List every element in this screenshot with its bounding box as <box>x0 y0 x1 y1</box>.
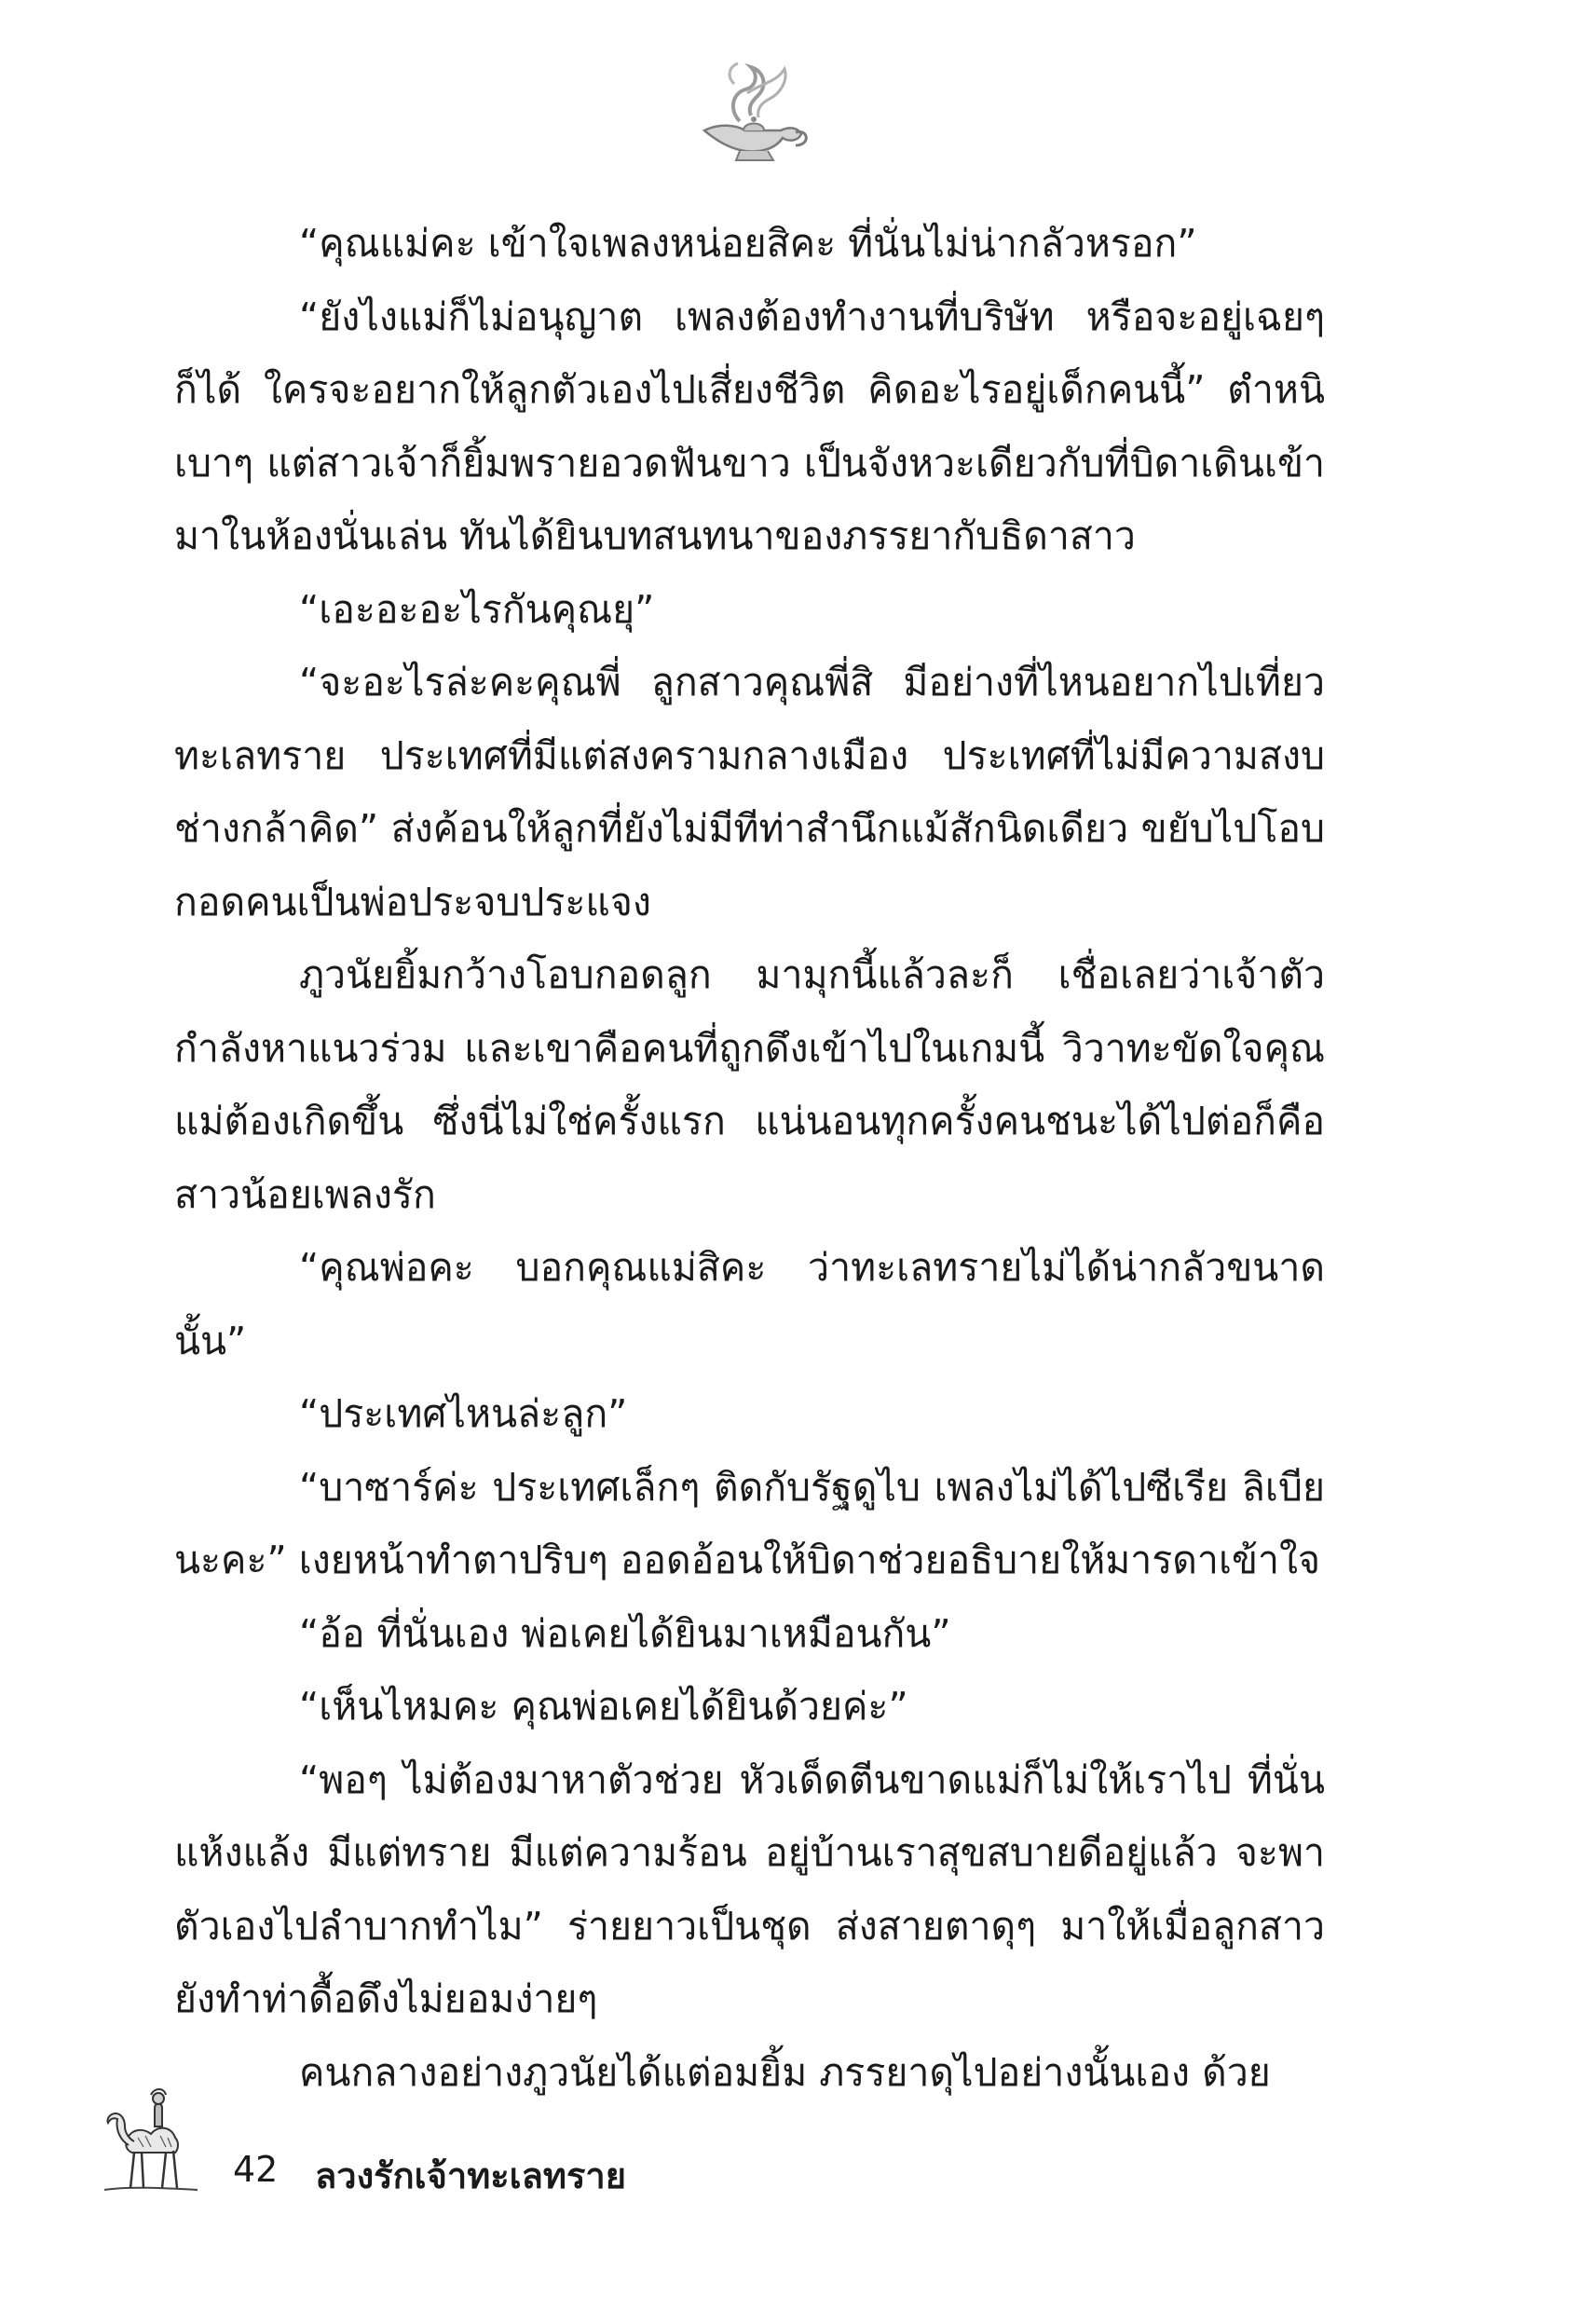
page-footer <box>101 2085 846 2197</box>
paragraph: “ประเทศไหนล่ะลูก” <box>299 1391 628 1436</box>
magic-lamp-icon <box>691 56 812 166</box>
body-text <box>174 207 1325 2109</box>
paragraph: “จะอะไรล่ะคะคุณพี่ ลูกสาวคุณพี่สิ มีอย่างที่ไหนอยากไปเที่ยวทะเลทราย ประเทศที่มีแต่สงครามกลางเมือง ประเทศที่ไม่มีความสงบ ช่างกล้าคิด” ส่งค้อนให้ลูกที่ยังไม่มีทีท่าสำนึกแม้สักนิดเดียว ขยับไปโอบกอดคนเป็นพ่อประจบประแจง <box>174 660 1325 924</box>
paragraph: คนกลางอย่างภูวนัยได้แต่อมยิ้ม ภรรยาดุไปอย่างนั้นเอง ด้วย <box>299 2049 1271 2095</box>
paragraph: “ยังไงแม่ก็ไม่อนุญาต เพลงต้องทำงานที่บริษัท หรือจะอยู่เฉยๆ ก็ได้ ใครจะอยากให้ลูกตัวเองไปเสี่ยงชีวิต คิดอะไรอยู่เด็กคนนี้” ตำหนิเบาๆ แต่สาวเจ้าก็ยิ้มพรายอวดฟันขาว เป็นจังหวะเดียวกับที่บิดาเดินเข้ามาในห้องนั่นเล่น ทันได้ยินบทสนทนาของภรรยากับธิดาสาว <box>174 294 1325 558</box>
paragraph: “คุณแม่คะ เข้าใจเพลงหน่อยสิคะ ที่นั่นไม่น่ากลัวหรอก” <box>299 221 1197 266</box>
paragraph: “พอๆ ไม่ต้องมาหาตัวช่วย หัวเด็ดตีนขาดแม่ก็ไม่ให้เราไป ที่นั่นแห้งแล้ง มีแต่ทราย มีแต่ความร้อน อยู่บ้านเราสุขสบายดีอยู่แล้ว จะพาตัวเองไปลำบากทำไม” ร่ายยาวเป็นชุด ส่งสายตาดุๆ มาให้เมื่อลูกสาวยังทำท่าดื้อดึงไม่ยอมง่ายๆ <box>174 1757 1325 2021</box>
paragraph: “เอะอะอะไรกันคุณยุ” <box>299 586 655 632</box>
paragraph: ภูวนัยยิ้มกว้างโอบกอดลูก มามุกนี้แล้วละก็ เชื่อเลยว่าเจ้าตัวกำลังหาแนวร่วม และเขาคือคนที่ถูกดึงเข้าไปในเกมนี้ วิวาทะขัดใจคุณแม่ต้องเกิดขึ้น ซึ่งนี่ไม่ใช่ครั้งแรก แน่นอนทุกครั้งคนชนะได้ไปต่อก็คือสาวน้อยเพลงรัก <box>174 952 1325 1217</box>
paragraph: “เห็นไหมคะ คุณพ่อเคยได้ยินด้วยค่ะ” <box>299 1684 908 1729</box>
paragraph: “บาซาร์ค่ะ ประเทศเล็กๆ ติดกับรัฐดูไบ เพลงไม่ได้ไปซีเรีย ลิเบียนะคะ” เงยหน้าทำตาปริบๆ ออดอ้อนให้บิดาช่วยอธิบายให้มารดาเข้าใจ <box>174 1464 1325 1582</box>
page-number: 42 <box>233 2149 279 2190</box>
paragraph: “คุณพ่อคะ บอกคุณแม่สิคะ ว่าทะเลทรายไม่ได้น่ากลัวขนาดนั้น” <box>174 1245 1325 1363</box>
camel-rider-icon <box>101 2085 203 2197</box>
paragraph: “อ้อ ที่นั่นเอง พ่อเคยได้ยินมาเหมือนกัน” <box>299 1610 951 1656</box>
book-title: ลวงรักเจ้าทะเลทราย <box>315 2155 626 2196</box>
